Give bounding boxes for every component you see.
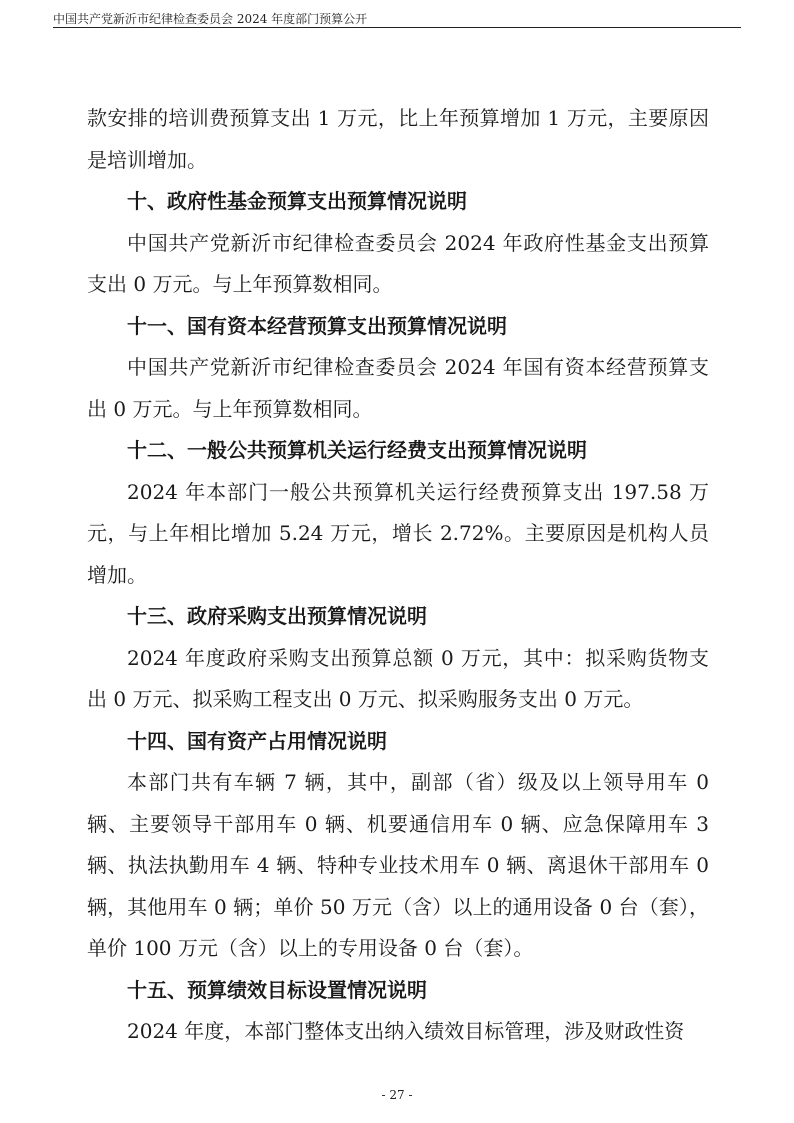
header-divider (53, 27, 741, 28)
section-paragraph-15: 2024 年度，本部门整体支出纳入绩效目标管理，涉及财政性资 (127, 1019, 685, 1043)
section-paragraph-14: 本部门共有车辆 7 辆，其中，副部（省）级及以上领导用车 0 辆、主要领导干部用车 0 辆、机要通信用车 0 辆、应急保障用车 3 辆、执法执勤用车 4 辆、特种专业技术用车 0 辆、离退休干部用车 0 辆，其他用车 0 辆；单价 50 万元（含）以上的通用设备 0 台（套），单价 100 万元（含）以上的专用设备 0 台（套）。 (87, 770, 709, 960)
section-paragraph-12: 2024 年本部门一般公共预算机关运行经费预算支出 197.58 万元，与上年相比增加 5.24 万元，增长 2.72%。主要原因是机构人员增加。 (87, 479, 709, 587)
section-heading-12: 十二、一般公共预算机关运行经费支出预算情况说明 (127, 438, 587, 462)
section-heading-11: 十一、国有资本经营预算支出预算情况说明 (127, 313, 507, 338)
page-number: - 27 - (381, 1088, 413, 1102)
section-heading-13: 十三、政府采购支出预算情况说明 (127, 604, 427, 628)
section-heading-14: 十四、国有资产占用情况说明 (127, 728, 387, 753)
document-body (87, 98, 709, 1053)
running-header: 中国共产党新沂市纪律检查委员会 2024 年度部门预算公开 (53, 12, 368, 26)
section-heading-15: 十五、预算绩效目标设置情况说明 (127, 977, 427, 1002)
continuation-paragraph: 款安排的培训费预算支出 1 万元，比上年预算增加 1 万元，主要原因是培训增加。 (87, 106, 709, 172)
section-paragraph-11: 中国共产党新沂市纪律检查委员会 2024 年国有资本经营预算支出 0 万元。与上年预算数相同。 (87, 355, 709, 421)
section-heading-10: 十、政府性基金预算支出预算情况说明 (127, 189, 467, 213)
section-paragraph-13: 2024 年度政府采购支出预算总额 0 万元，其中：拟采购货物支出 0 万元、拟采购工程支出 0 万元、拟采购服务支出 0 万元。 (87, 645, 709, 711)
section-paragraph-10: 中国共产党新沂市纪律检查委员会 2024 年政府性基金支出预算支出 0 万元。与上年预算数相同。 (87, 230, 709, 296)
